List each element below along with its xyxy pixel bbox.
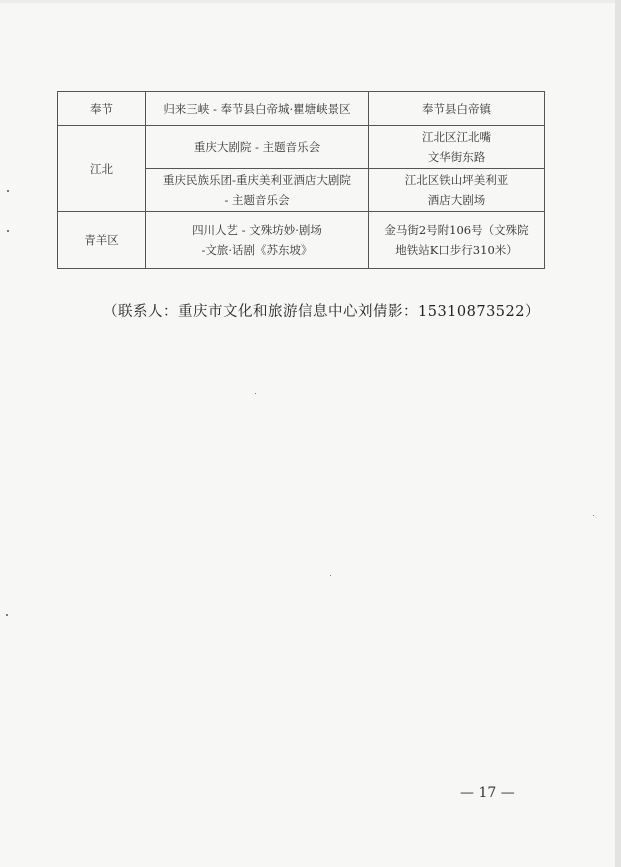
program-line: 重庆民族乐团-重庆美利亚酒店大剧院 [163,173,351,187]
program-cell [146,212,369,269]
address-line: 地铁站K口步行310米） [395,243,518,257]
scan-top-edge [0,0,621,3]
program-line: 四川人艺 - 文殊坊妙·剧场 [192,223,322,237]
address-cell [369,126,545,169]
program-cell [146,126,369,169]
scan-right-edge [615,0,621,867]
scan-speck [255,393,256,394]
scan-speck [7,190,9,192]
program-line: 重庆大剧院 - 主题音乐会 [193,140,321,154]
region-cell: 青羊区 [58,212,146,269]
table-row [58,212,545,269]
scan-speck [6,614,8,616]
contact-note: （联系人：重庆市文化和旅游信息中心刘倩影：15310873522） [103,304,540,320]
program-line: -文旅·话剧《苏东坡》 [201,243,313,257]
address-line: 奉节县白帝镇 [422,101,491,116]
program-cell [146,169,369,212]
address-cell [369,92,545,126]
table-row [58,126,545,169]
venue-table [57,91,545,269]
address-line: 金马街2号附106号（文殊院 [384,223,529,237]
address-cell [369,169,545,212]
scan-speck [7,230,9,232]
program-line: 归来三峡 - 奉节县白帝城·瞿塘峡景区 [163,101,351,116]
page-number: — 17 — [460,785,515,801]
scan-speck [593,515,594,516]
region-cell: 奉节 [58,92,146,126]
address-cell [369,212,545,269]
address-line: 文华街东路 [427,150,486,164]
region-cell: 江北 [58,126,146,212]
program-line: - 主题音乐会 [224,193,290,207]
address-line: 江北区江北嘴 [422,130,491,144]
address-line: 酒店大剧场 [427,193,486,207]
program-cell [146,92,369,126]
table-row [58,92,545,126]
address-line: 江北区铁山坪美利亚 [404,173,509,187]
scan-speck [330,575,331,576]
